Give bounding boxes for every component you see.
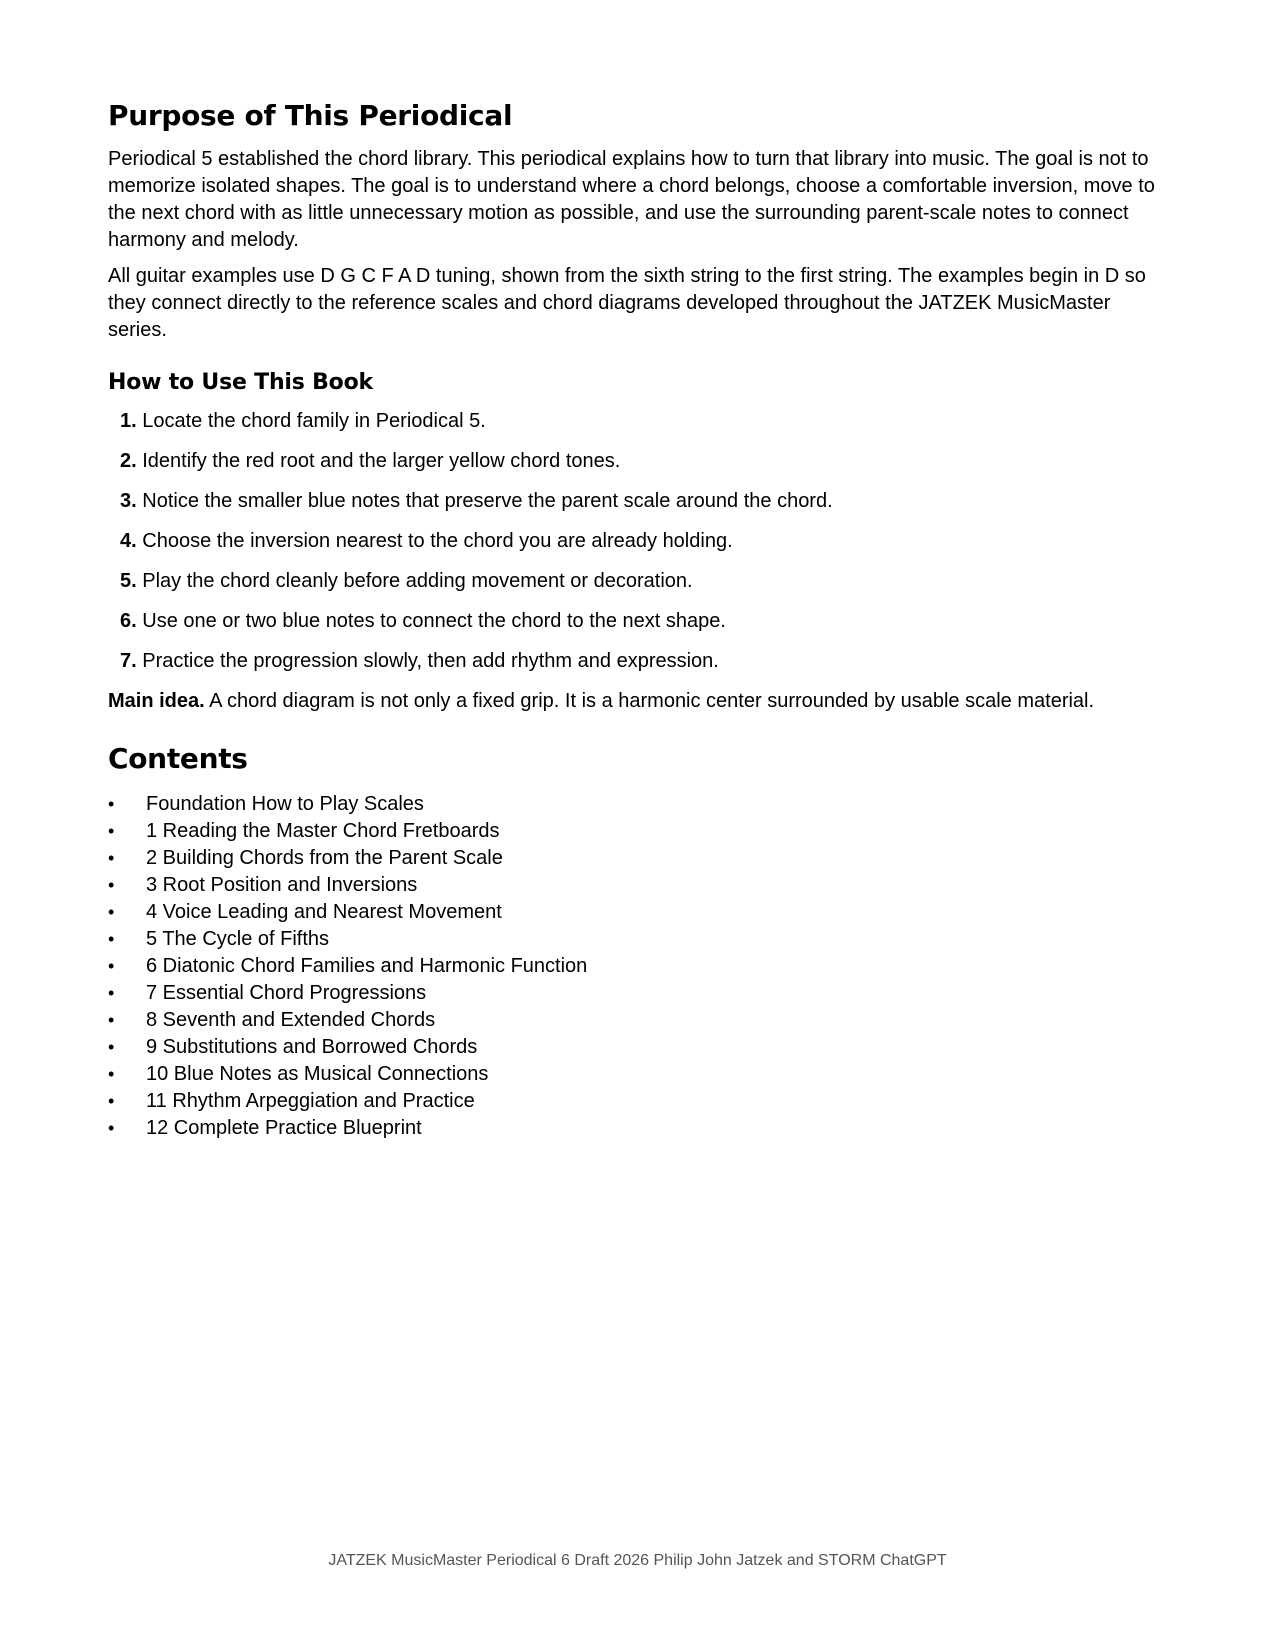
step-text: Choose the inversion nearest to the chord you are already holding.	[142, 530, 733, 552]
contents-item-text: 11 Rhythm Arpeggiation and Practice	[146, 1090, 475, 1112]
step-item	[120, 568, 1170, 595]
bullet-icon: •	[108, 848, 115, 868]
contents-item-text: Foundation How to Play Scales	[146, 793, 424, 815]
step-item	[120, 448, 1170, 475]
bullet-icon: •	[108, 875, 115, 895]
step-text: Locate the chord family in Periodical 5.	[142, 410, 486, 432]
contents-item-text: 9 Substitutions and Borrowed Chords	[146, 1036, 478, 1058]
contents-item-text: 10 Blue Notes as Musical Connections	[146, 1063, 489, 1085]
contents-item[interactable]	[108, 791, 1170, 818]
contents-item[interactable]	[108, 1088, 1170, 1115]
contents-item-text: 12 Complete Practice Blueprint	[146, 1117, 422, 1139]
page-footer: JATZEK MusicMaster Periodical 6 Draft 2026 Philip John Jatzek and STORM ChatGPT	[328, 1552, 947, 1569]
contents-list	[108, 791, 1170, 1142]
contents-item[interactable]	[108, 1034, 1170, 1061]
how-to-heading: How to Use This Book	[108, 370, 373, 395]
step-number: 2.	[120, 450, 137, 472]
contents-item-text: 5 The Cycle of Fifths	[146, 928, 330, 950]
step-item	[120, 608, 1170, 635]
contents-item[interactable]	[108, 845, 1170, 872]
bullet-icon: •	[108, 1010, 115, 1030]
step-item	[120, 528, 1170, 555]
purpose-paragraph-2: All guitar examples use D G C F A D tuning, shown from the sixth string to the first string. The examples begin in D so they connect directly to the reference scales and chord diagrams developed throughout the JATZEK MusicMaster series.	[108, 265, 1146, 341]
bullet-icon: •	[108, 983, 115, 1003]
step-number: 6.	[120, 610, 137, 632]
step-number: 4.	[120, 530, 137, 552]
step-text: Practice the progression slowly, then add rhythm and expression.	[142, 650, 719, 672]
step-text: Play the chord cleanly before adding movement or decoration.	[142, 570, 693, 592]
contents-item-text: 1 Reading the Master Chord Fretboards	[146, 820, 500, 842]
how-to-steps	[120, 408, 1170, 675]
step-text: Identify the red root and the larger yellow chord tones.	[142, 450, 621, 472]
purpose-paragraph-1: Periodical 5 established the chord library. This periodical explains how to turn that library into music. The goal is not to memorize isolated shapes. The goal is to understand where a chord belongs, choose a comfortable inversion, move to the next chord with as little unnecessary motion as possible, and use the surrounding parent-scale notes to connect harmony and melody.	[108, 148, 1155, 251]
contents-item[interactable]	[108, 1115, 1170, 1142]
bullet-icon: •	[108, 929, 115, 949]
main-idea-text: A chord diagram is not only a fixed grip. It is a harmonic center surrounded by usable scale material.	[209, 690, 1095, 712]
bullet-icon: •	[108, 1118, 115, 1138]
contents-item[interactable]	[108, 953, 1170, 980]
contents-item[interactable]	[108, 980, 1170, 1007]
contents-item-text: 7 Essential Chord Progressions	[146, 982, 427, 1004]
bullet-icon: •	[108, 794, 115, 814]
contents-item-text: 6 Diatonic Chord Families and Harmonic Function	[146, 955, 588, 977]
main-idea-label: Main idea.	[108, 690, 205, 712]
step-text: Use one or two blue notes to connect the chord to the next shape.	[142, 610, 726, 632]
contents-item[interactable]	[108, 1061, 1170, 1088]
step-number: 7.	[120, 650, 137, 672]
step-text: Notice the smaller blue notes that preserve the parent scale around the chord.	[142, 490, 833, 512]
step-item	[120, 408, 1170, 435]
step-number: 5.	[120, 570, 137, 592]
bullet-icon: •	[108, 1091, 115, 1111]
contents-item[interactable]	[108, 899, 1170, 926]
step-number: 3.	[120, 490, 137, 512]
contents-item-text: 8 Seventh and Extended Chords	[146, 1009, 436, 1031]
main-idea	[108, 688, 1170, 715]
step-item	[120, 648, 1170, 675]
contents-heading: Contents	[108, 742, 248, 775]
purpose-heading: Purpose of This Periodical	[108, 99, 513, 132]
step-item	[120, 488, 1170, 515]
bullet-icon: •	[108, 1037, 115, 1057]
bullet-icon: •	[108, 956, 115, 976]
contents-item-text: 4 Voice Leading and Nearest Movement	[146, 901, 502, 923]
bullet-icon: •	[108, 1064, 115, 1084]
bullet-icon: •	[108, 902, 115, 922]
page-content	[108, 96, 1170, 1142]
contents-item-text: 2 Building Chords from the Parent Scale	[146, 847, 503, 869]
step-number: 1.	[120, 410, 137, 432]
contents-item[interactable]	[108, 818, 1170, 845]
contents-item[interactable]	[108, 1007, 1170, 1034]
contents-item-text: 3 Root Position and Inversions	[146, 874, 418, 896]
bullet-icon: •	[108, 821, 115, 841]
contents-item[interactable]	[108, 926, 1170, 953]
contents-item[interactable]	[108, 872, 1170, 899]
